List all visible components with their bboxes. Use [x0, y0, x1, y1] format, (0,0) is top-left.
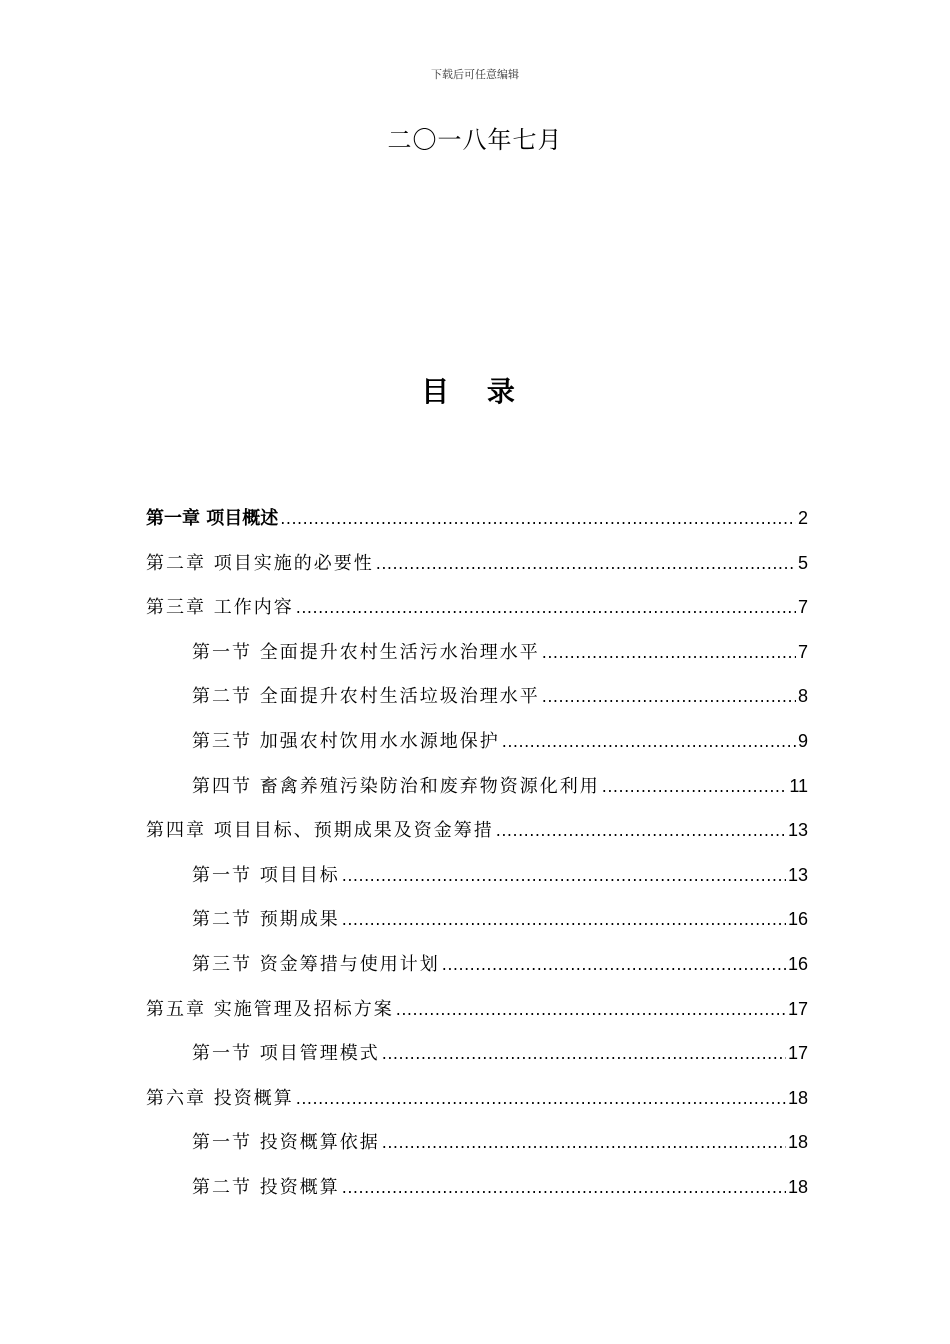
toc-entry-page: 13 [787, 864, 808, 885]
toc-entry[interactable] [146, 857, 808, 902]
toc-entry[interactable] [146, 812, 808, 857]
toc-dot-leader [342, 902, 786, 938]
toc-entry-page: 11 [789, 775, 808, 796]
toc-entry-page: 18 [787, 1132, 808, 1153]
toc-entry-page: 17 [787, 998, 808, 1019]
toc-entry[interactable] [146, 1169, 808, 1214]
toc-entry-label: 第一节 全面提升农村生活污水治理水平 [192, 641, 540, 663]
toc-dot-leader [342, 858, 786, 894]
toc-dot-leader [496, 813, 786, 849]
toc-entry[interactable] [146, 589, 808, 634]
toc-entry-label: 第二节 预期成果 [192, 909, 340, 931]
toc-entry-page: 7 [797, 597, 808, 618]
toc-title: 目 录 [421, 375, 529, 408]
toc-entry-label: 第一节 项目管理模式 [192, 1043, 380, 1065]
toc-entry-label: 第四章 项目目标、预期成果及资金筹措 [146, 820, 494, 842]
toc-entry-label: 第二节 全面提升农村生活垃圾治理水平 [192, 686, 540, 708]
toc-entry-label: 第三章 工作内容 [146, 597, 294, 619]
toc-entry[interactable] [146, 1124, 808, 1169]
toc-entry[interactable] [146, 1035, 808, 1080]
toc-entry[interactable] [146, 634, 808, 679]
toc-dot-leader [296, 590, 796, 626]
toc-entry[interactable] [146, 946, 808, 991]
toc-entry[interactable] [146, 1080, 808, 1125]
toc-entry-label: 第一节 项目目标 [192, 864, 340, 886]
toc-dot-leader [542, 679, 796, 715]
toc-entry-label: 第三节 资金筹措与使用计划 [192, 953, 440, 975]
toc-entry-page: 2 [797, 508, 808, 528]
toc-entry-label: 第四节 畜禽养殖污染防治和废弃物资源化利用 [192, 775, 600, 797]
toc-dot-leader [396, 992, 786, 1028]
toc-entry-page: 18 [787, 1176, 808, 1197]
toc-entry-page: 13 [787, 820, 808, 841]
toc-dot-leader [382, 1125, 786, 1161]
date-title: 二〇一八年七月 [387, 126, 563, 154]
toc-entry-label: 第五章 实施管理及招标方案 [146, 998, 394, 1020]
toc-dot-leader [602, 769, 788, 805]
toc-entry-label: 第六章 投资概算 [146, 1087, 294, 1109]
toc-entry[interactable] [146, 678, 808, 723]
toc-entry[interactable] [146, 768, 808, 813]
toc-dot-leader [376, 546, 796, 582]
toc-entry[interactable] [146, 991, 808, 1036]
toc-dot-leader [342, 1170, 786, 1206]
header-note: 下载后可任意编辑 [431, 68, 519, 81]
toc-entry-label: 第二章 项目实施的必要性 [146, 552, 374, 574]
toc-dot-leader [296, 1081, 786, 1117]
toc-entry-page: 16 [787, 909, 808, 930]
toc-dot-leader [382, 1036, 786, 1072]
toc-entry-page: 9 [797, 730, 808, 751]
toc-entry-page: 18 [787, 1087, 808, 1108]
toc-entry-page: 17 [787, 1043, 808, 1064]
toc-entry-label: 第三节 加强农村饮用水水源地保护 [192, 730, 500, 752]
toc-entry-page: 5 [797, 552, 808, 573]
toc-entry[interactable] [146, 500, 808, 545]
toc-entry-page: 7 [797, 641, 808, 662]
toc-entry-page: 16 [787, 953, 808, 974]
toc-entry[interactable] [146, 723, 808, 768]
toc-dot-leader [280, 501, 796, 537]
toc-dot-leader [442, 947, 786, 983]
toc-dot-leader [542, 635, 796, 671]
table-of-contents [146, 500, 808, 1214]
toc-entry[interactable] [146, 901, 808, 946]
toc-entry[interactable] [146, 545, 808, 590]
toc-dot-leader [502, 724, 796, 760]
toc-entry-label: 第一章 项目概述 [146, 508, 279, 529]
toc-entry-page: 8 [797, 686, 808, 707]
toc-entry-label: 第二节 投资概算 [192, 1176, 340, 1198]
toc-entry-label: 第一节 投资概算依据 [192, 1132, 380, 1154]
